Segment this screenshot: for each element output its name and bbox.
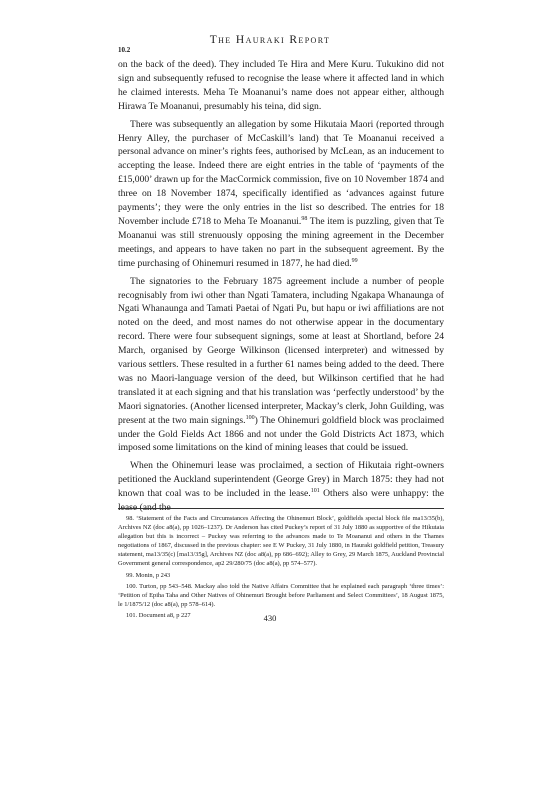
footnote-divider — [118, 508, 444, 509]
footnote-98: 98. ‘Statement of the Facts and Circumstances Affecting the Ohinemuri Block’, goldfields special block file ma13/35(b), Archives NZ (doc a8(a), pp 1026–1237). Dr Anderson has cited Puckey’s report of 31 July 1880 as supportive of the Hikutaia allegation but this is incorrect – Puckey was referring to the advances made to Te Moananui and others in the Thames negotiations of 1867, discussed in the previous chapter: see E W Puckey, 31 July 1880, in Hauraki goldfield petition, Treasury statement, ma13/35(c) [ma13/35g], Archives NZ (doc a8(a), pp 686–692); Alley to Grey, 29 March 1875, Auckland Provincial Government general correspondence, ap2 29/280/75 (doc a8(a), pp 574–577). — [118, 515, 444, 568]
footnote-99: 99. Monin, p 243 — [126, 571, 171, 579]
footnote-ref[interactable]: 100 — [245, 414, 255, 421]
paragraph-text-cont: Others also were unhappy: the lease (and the — [118, 488, 444, 514]
paragraph-text: The signatories to the February 1875 agreement include a number of people recognisably from iwi other than Ngati Tamatera, including Ngakapa Whanaunga of Ngati Whanaunga and Tamati Paetai of Ngati Pu, but hapu or iwi affiliations are not noted on the deed, and most names do not otherwise appear in the documentary record. There were four subsequent signings, some at least at Shortland, before 24 March, organised by George Wilkinson (licensed interpreter) and witnessed by various settlers. These resulted in a further 61 names being added to the deed. There was no Maori-language version of the deed, but Wilkinson certified that he had translated it at each signing and that his translation was ‘perfectly understood’ by the Maori signatories. (Another licensed interpreter, Mackay’s clerk, John Guilding, was present at the two main signings. — [118, 275, 444, 426]
paragraph-4 — [118, 459, 444, 515]
paragraph-text-cont: The item is puzzling, given that Te Moananui was still strenuously opposing the mining agreement in the December meetings, and appears to have taken no part in the subsequent agreement. By the time purchasing of Ohinemuri resumed in 1877, he had died. — [118, 215, 445, 269]
footnote-101: 101. Document a8, p 227 — [126, 611, 191, 619]
footnote-100: 100. Turton, pp 543–548. Mackay also told the Native Affairs Committee that he explained each paragraph ‘three times’: ‘Petition of Epiha Taha and Other Natives of Ohinemuri Brought before Parliament and Select Committees’, 18 August 1875, le 1/1875/12 (doc a8(a), pp 578–614). — [118, 582, 444, 608]
paragraph-text-cont: ) The Ohinemuri goldfield block was proclaimed under the Gold Fields Act 1866 and not under the Gold Districts Act 1873, which imposed some limitations on the kind of mining leases that could be issued. — [118, 414, 444, 454]
paragraph-text: on the back of the deed). They included Te Hira and Mere Kuru. Tukukino did not sign and subsequently refused to recognise the lease where it affected land in which he claimed interests. Meha Te Moananui’s name does not appear either, although Hirawa Te Moananui, presumably his teina, did sign. — [118, 59, 444, 112]
footnote-ref[interactable]: 98 — [301, 215, 308, 222]
footnote-ref[interactable]: 101 — [310, 488, 320, 494]
paragraph-2 — [118, 118, 444, 271]
footnote-ref[interactable]: 99 — [351, 257, 358, 264]
paragraph-3 — [118, 275, 444, 456]
footnotes — [118, 514, 444, 622]
page-number: 430 — [263, 613, 277, 623]
paragraph-text: There was subsequently an allegation by some Hikutaia Maori (reported through Henry Alley, the purchaser of McCaskill’s land) that Te Moananui received a personal advance on miner’s rights fees, authorised by McLean, as an inducement to accepting the lease. Indeed there are eight entries in the table of ‘payments of the £15,000’ drawn up for the MacCormick commission, five on 10 November 1874 and three on 18 November 1874, specifically identified as ‘advances against future payments’; they were the only entries in the list so described. The entries for 18 November include £718 to Meha Te Moananui. — [118, 118, 444, 227]
running-header-title: The Hauraki Report — [209, 34, 331, 46]
section-number: 10.2 — [118, 46, 131, 54]
body-text — [118, 58, 444, 519]
paragraph-1 — [118, 58, 444, 114]
paragraph-text: When the Ohinemuri lease was proclaimed, a section of Hikutaia right-owners petitioned the Auckland superintendent (George Grey) in March 1875: they had not known that coal was to be included in the lease. — [118, 460, 444, 500]
